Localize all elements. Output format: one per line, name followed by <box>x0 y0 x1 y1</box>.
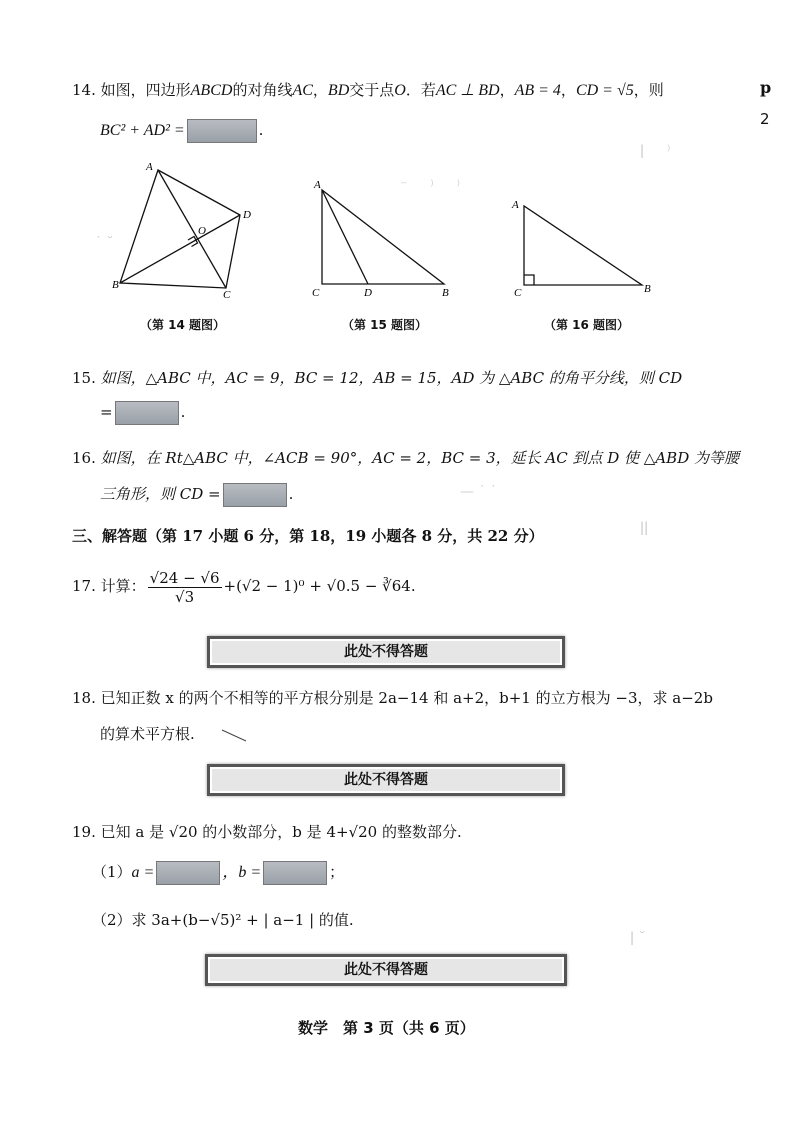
question-number: 14. <box>72 81 96 99</box>
bleed-through-text: ˙ ˘ <box>95 235 114 251</box>
label-o: O <box>198 225 206 237</box>
q14-end: . <box>258 121 264 139</box>
label-d: D <box>364 287 372 299</box>
q14-text: 交于点 <box>349 81 395 99</box>
q16-end: . <box>288 485 294 503</box>
pen-stroke <box>220 728 250 744</box>
margin-mark-2: 2 <box>760 110 770 128</box>
question-18-line2: 的算术平方根. <box>100 725 195 743</box>
question-19-part2: （2）求 3a+(b−√5)² + | a−1 | 的值. <box>92 911 354 929</box>
question-18 <box>72 686 713 710</box>
figure-16-caption: （第 16 题图） <box>544 318 630 332</box>
bisector-ad <box>322 190 368 284</box>
q19-text: 已知 a 是 √20 的小数部分，b 是 4+√20 的整数部分. <box>100 823 462 841</box>
q14-cond: AC ⊥ BD <box>435 82 500 99</box>
question-14-line2 <box>100 118 263 143</box>
q14-var: AC <box>292 82 313 99</box>
question-number: 15. <box>72 369 96 387</box>
q19-p1-b: ，b = <box>222 864 262 881</box>
q17-label: 计算： <box>100 577 146 595</box>
q14-text: 的对角线 <box>232 81 293 99</box>
question-16-line2 <box>100 482 293 507</box>
question-number: 19. <box>72 823 96 841</box>
question-number: 18. <box>72 689 96 707</box>
question-number: 17. <box>72 577 96 595</box>
answer-blank-15[interactable] <box>115 401 179 425</box>
q16-text: 如图，在 Rt△ABC 中，∠ACB = 90°，AC = 2，BC = 3，延长 AC 到点 D 使 △ABD 为等腰 <box>100 449 739 467</box>
q14-text: ， <box>499 81 515 99</box>
q14-var: BD <box>327 82 350 99</box>
q14-cond: CD = √5 <box>575 82 634 99</box>
triangle-abc <box>322 190 444 284</box>
label-c: C <box>223 289 231 300</box>
q17-denominator: √3 <box>175 587 195 606</box>
label-b: B <box>644 283 651 295</box>
q17-rest: +(√2 − 1)⁰ + √0.5 − ∛64. <box>223 577 416 595</box>
margin-mark-p: p <box>760 78 772 97</box>
section-3-heading: 三、解答题（第 17 小题 6 分，第 18，19 小题各 8 分，共 22 分） <box>72 527 544 545</box>
bleed-through-text: ǀ ˘ <box>630 930 646 946</box>
question-14 <box>72 78 664 103</box>
q18-text: 已知正数 x 的两个不相等的平方根分别是 2a−14 和 a+2，b+1 的立方根为 −3，求 a−2b <box>100 689 713 707</box>
answer-blank-19a[interactable] <box>156 861 220 885</box>
label-d: D <box>243 209 251 221</box>
q19-p1-label: （1） <box>92 863 132 881</box>
right-angle-mark <box>524 275 534 285</box>
label-a: A <box>146 161 153 173</box>
figure-14-caption: （第 14 题图） <box>140 318 226 332</box>
label-a: A <box>512 199 519 211</box>
q15-text: 如图，△ABC 中，AC = 9，BC = 12，AB = 15，AD 为 △ABC 的角平分线，则 CD <box>100 369 683 387</box>
q17-fraction <box>148 569 222 606</box>
page-footer: 数学 第 3 页（共 6 页） <box>298 1019 475 1037</box>
q17-numerator: √24 − √6 <box>149 568 220 587</box>
q14-text: ．若 <box>405 81 436 99</box>
no-answer-zone: 此处不得答题 <box>207 636 565 668</box>
question-16 <box>72 446 739 470</box>
answer-blank-19b[interactable] <box>263 861 327 885</box>
q19-p1-end: ； <box>329 863 345 881</box>
q14-text: 如图，四边形 <box>100 81 191 99</box>
q16-text2: 三角形，则 CD = <box>100 485 221 503</box>
bleed-through-text: ǀǀ <box>640 520 649 536</box>
figure-15 <box>308 176 461 300</box>
question-number: 16. <box>72 449 96 467</box>
figure-15-caption: （第 15 题图） <box>342 318 428 332</box>
bleed-through-text: ⁻ ⁾ ⁾ <box>400 178 461 194</box>
label-c: C <box>312 287 320 299</box>
no-answer-zone: 此处不得答题 <box>207 764 565 796</box>
q14-text: ，则 <box>633 81 664 99</box>
label-b: B <box>442 287 449 299</box>
q14-var: ABCD <box>190 82 233 99</box>
label-c: C <box>514 287 522 299</box>
q15-eq: = <box>100 403 113 421</box>
right-triangle-abc <box>524 206 642 285</box>
q14-var: O <box>394 82 406 99</box>
question-19 <box>72 820 462 844</box>
answer-blank-14[interactable] <box>187 119 257 143</box>
q15-end: . <box>180 403 186 421</box>
figure-16 <box>508 192 658 300</box>
label-a: A <box>314 179 321 191</box>
q14-expression: BC² + AD² = <box>100 122 185 139</box>
quad-abcd <box>120 170 240 288</box>
label-b: B <box>112 279 119 291</box>
figure-14 <box>108 158 258 300</box>
question-15-line2 <box>100 400 185 425</box>
question-15 <box>72 366 682 390</box>
answer-blank-16[interactable] <box>223 483 287 507</box>
q14-text: ， <box>312 81 328 99</box>
question-17 <box>72 566 416 606</box>
q14-cond: AB = 4 <box>514 82 561 99</box>
bleed-through-text: ǀ ⁾ <box>640 143 671 159</box>
diagonal-bd <box>120 215 240 283</box>
bleed-through-text: — ˙ ˙ <box>460 484 497 500</box>
question-19-part1 <box>92 860 344 885</box>
no-answer-zone: 此处不得答题 <box>205 954 567 986</box>
q14-text: ， <box>560 81 576 99</box>
q19-p1-a: a = <box>131 864 155 881</box>
